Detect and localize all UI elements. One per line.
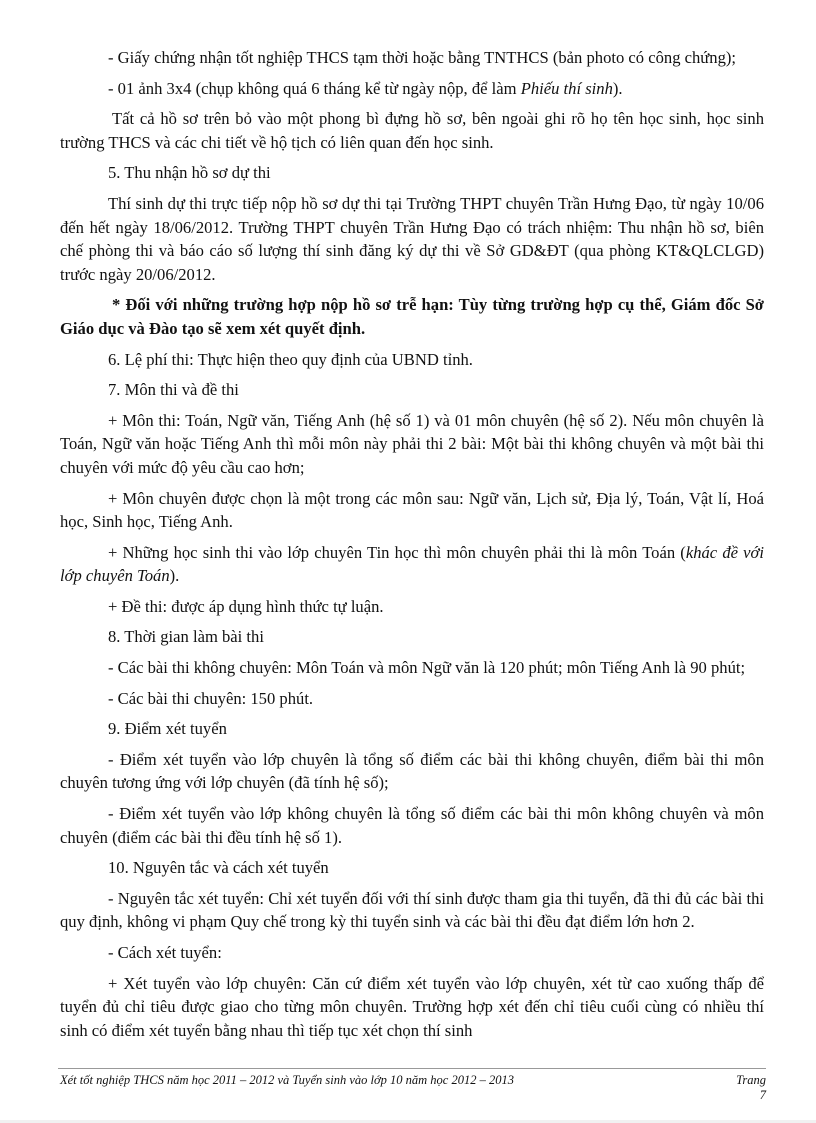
paragraph-informatics-text: + Những học sinh thi vào lớp chuyên Tin học thì môn chuyên phải thi là môn Toán ( — [108, 542, 686, 562]
footer-title: Xét tốt nghiệp THCS năm học 2011 – 2012 và Tuyển sinh vào lớp 10 năm học 2012 – 2013 — [60, 1073, 514, 1087]
paragraph-late-submission: * Đối với những trường hợp nộp hồ sơ trễ hạn: Tùy từng trường hợp cụ thể, Giám đốc Sở Giáo dục và Đào tạo sẽ xem xét quyết định. — [60, 295, 764, 338]
paragraph-exam-subjects: + Môn thi: Toán, Ngữ văn, Tiếng Anh (hệ số 1) và 01 môn chuyên (hệ số 2). Nếu môn chuyên là Toán, Ngữ văn hoặc Tiếng Anh thì mỗi môn này phải thi 2 bài: Một bài thi không chuyên và một bài thi chuyên với mức độ yêu cầu cao hơn; — [60, 410, 764, 477]
paragraph-admission-method: - Cách xét tuyển: — [108, 943, 222, 962]
paragraph-score-regular: - Điểm xét tuyển vào lớp không chuyên là tổng số điểm các bài thi môn không chuyên và môn chuyên (điểm các bài thi đều tính hệ số 1). — [60, 804, 764, 847]
paragraph-photo-italic: Phiếu thí sinh — [520, 78, 613, 98]
heading-section-10: 10. Nguyên tắc và cách xét tuyển — [108, 858, 329, 878]
page-number — [726, 1073, 766, 1103]
heading-section-5: 5. Thu nhận hồ sơ dự thi — [108, 163, 271, 183]
paragraph-admission-specialized: + Xét tuyển vào lớp chuyên: Căn cứ điểm xét tuyển vào lớp chuyên, xét từ cao xuống thấp để tuyển đủ chỉ tiêu được giao cho từng môn chuyên. Trường hợp xét đến chỉ tiêu cuối cùng có nhiều thí sinh có điểm xét tuyển bằng nhau thì tiếp tục xét chọn thí sinh — [60, 973, 764, 1040]
footer-divider — [58, 1068, 766, 1069]
paragraph-photo-text: - 01 ảnh 3x4 (chụp không quá 6 tháng kể từ ngày nộp, để làm — [108, 78, 521, 98]
paragraph-photo — [60, 77, 764, 101]
paragraph-nonspecialized-time: - Các bài thi không chuyên: Môn Toán và môn Ngữ văn là 120 phút; môn Tiếng Anh là 90 phút; — [108, 658, 746, 678]
paragraph-admission-principle: - Nguyên tắc xét tuyển: Chỉ xét tuyển đối với thí sinh được tham gia thi tuyển, đã thi đủ các bài thi quy định, không vi phạm Quy chế trong kỳ thi tuyển sinh và các bài thi đều đạt điểm lớn hơn 2. — [60, 888, 764, 932]
paragraph-informatics-end: ). — [169, 566, 180, 586]
paragraph-specialized-time: - Các bài thi chuyên: 150 phút. — [108, 688, 314, 708]
paragraph-score-specialized: - Điểm xét tuyển vào lớp chuyên là tổng số điểm các bài thi không chuyên, điểm bài thi môn chuyên tương ứng với lớp chuyên (đã tính hệ số); — [60, 749, 764, 793]
page-label: Trang — [736, 1073, 766, 1087]
heading-section-8: 8. Thời gian làm bài thi — [108, 627, 264, 647]
paragraph-submission: Thí sinh dự thi trực tiếp nộp hồ sơ dự thi tại Trường THPT chuyên Trần Hưng Đạo, từ ngày 10/06 đến hết ngày 18/06/2012. Trường THPT chuyên Trần Hưng Đạo có trách nhiệm: Thu nhận hồ sơ, biên chế phòng thi và báo cáo số lượng thí sinh đăng ký dự thi về Sở GD&ĐT (qua phòng KT&QLCLGD) trước ngày 20/06/2012. — [60, 193, 764, 284]
paragraph-exam-format: + Đề thi: được áp dụng hình thức tự luận. — [108, 596, 384, 616]
paragraph-specialized-subjects: + Môn chuyên được chọn là một trong các môn sau: Ngữ văn, Lịch sử, Địa lý, Toán, Vật lí, Hoá học, Sinh học, Tiếng Anh. — [60, 488, 764, 532]
page-number-value: 7 — [759, 1088, 766, 1102]
heading-section-7: 7. Môn thi và đề thi — [108, 380, 239, 400]
paragraph-informatics — [60, 541, 764, 588]
paragraph-informatics-italic: khác đề với lớp chuyên Toán — [60, 542, 764, 586]
paragraph-photo-end: ). — [612, 78, 623, 98]
paragraph-certificate: - Giấy chứng nhận tốt nghiệp THCS tạm thời hoặc bằng TNTHCS (bản photo có công chứng); — [108, 48, 737, 67]
heading-section-6: 6. Lệ phí thi: Thực hiện theo quy định của UBND tỉnh. — [108, 349, 473, 369]
heading-section-9: 9. Điểm xét tuyển — [108, 719, 227, 739]
document-body — [60, 46, 764, 1049]
paragraph-envelope: Tất cả hồ sơ trên bỏ vào một phong bì đựng hồ sơ, bên ngoài ghi rõ họ tên học sinh, học sinh trường THCS và các chi tiết về hộ tịch có liên quan đến học sinh. — [60, 109, 764, 152]
